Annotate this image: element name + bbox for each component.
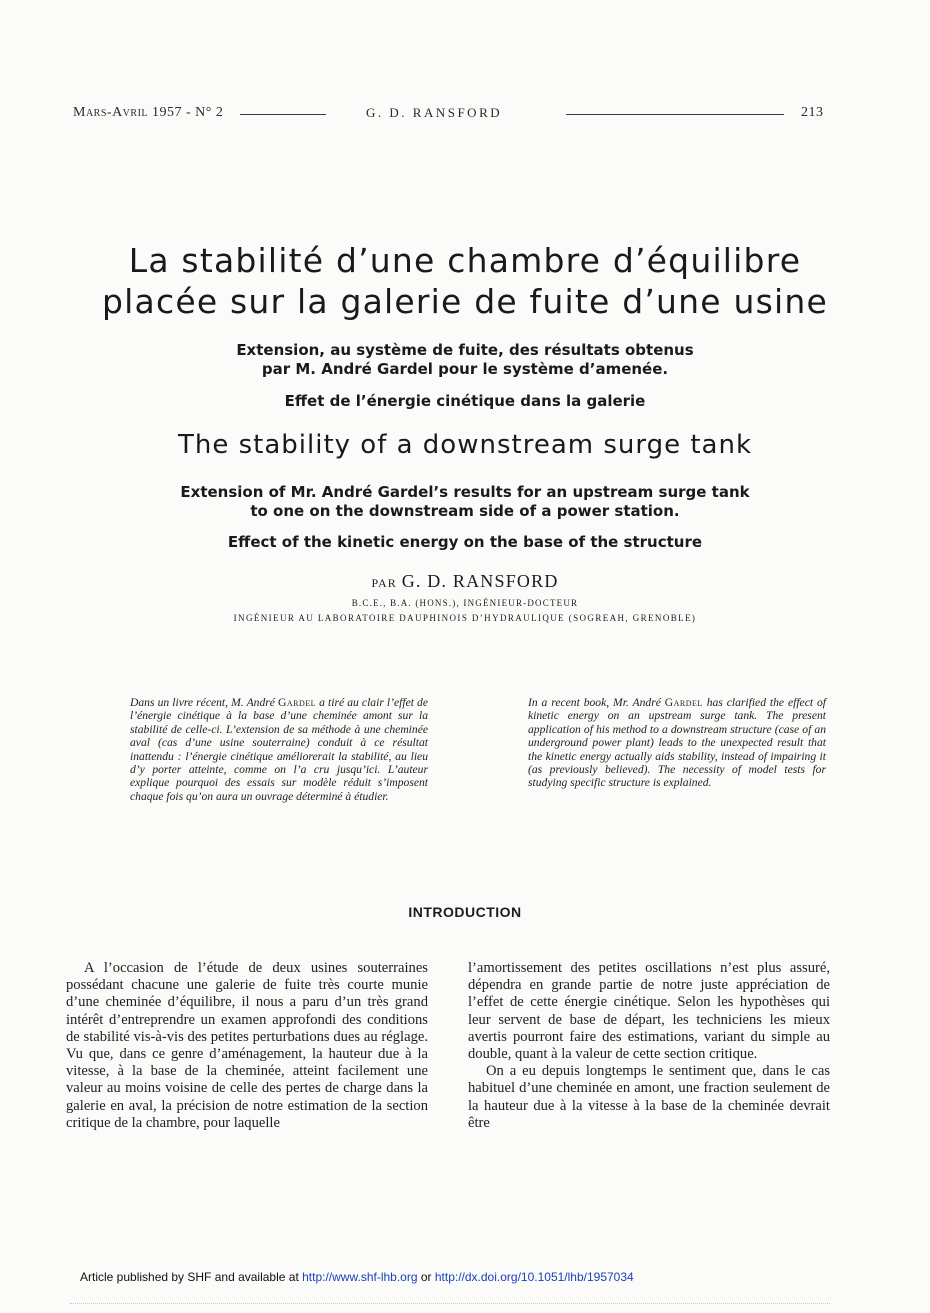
issue-label: Mars-Avril 1957 - N° 2 — [73, 105, 224, 120]
abstract-french-author-name: Gardel — [278, 696, 317, 709]
footer-text: Article published by SHF and available at — [80, 1270, 303, 1284]
doi-link[interactable]: http://dx.doi.org/10.1051/lhb/1957034 — [434, 1270, 634, 1284]
abstract-french-text-end: a tiré au clair l’effet de l’énergie cinétique à la base d’une cheminée amont sur la stabilité de celle-ci. L’extension de sa méthode à une cheminée aval (cas d’une usine souterraine) conduit à ce résultat inattendu : l’énergie cinétique améliorerait la stabilité, au lieu d’y porter atteinte, comme on l’a cru jusqu’ici. L’auteur explique pourquoi des essais sur modèle réduit s’imposent chaque fois qu’on aura un ouvrage déterminé à étudier. — [130, 696, 428, 803]
french-subtitle-line-1: Extension, au système de fuite, des résultats obtenus — [236, 341, 694, 359]
publication-footer — [80, 1270, 634, 1284]
paragraph: On a eu depuis longtemps le sentiment que, dans le cas habituel d’une cheminée en amont, une fraction seulement de la hauteur due à la vitesse à la base de la cheminée devrait être — [468, 1063, 830, 1131]
french-title — [40, 240, 890, 322]
abstract-french — [130, 696, 428, 803]
french-subtitle-line-2: par M. André Gardel pour le système d’amenée. — [261, 360, 669, 378]
abstract-french-text-start: Dans un livre récent, M. André — [130, 696, 279, 709]
introduction-heading: INTRODUCTION — [408, 904, 522, 920]
byline-author-name: G. D. RANSFORD — [401, 571, 559, 591]
english-title: The stability of a downstream surge tank — [177, 430, 753, 460]
english-subtitle-line-2: to one on the downstream side of a power station. — [250, 502, 680, 520]
english-subtitle-line-1: Extension of Mr. André Gardel’s results for an upstream surge tank — [180, 483, 750, 501]
running-author: G. D. RANSFORD — [366, 105, 503, 120]
page-number: 213 — [801, 105, 824, 120]
shf-link[interactable]: http://www.shf-lhb.org — [302, 1270, 418, 1284]
paragraph: l’amortissement des petites oscillations n’est plus assuré, dépendra en grande partie de notre juste appréciation de l’effet de cette énergie cinétique. Selon les hypothèses qui leur servent de base de départ, les techniciens les mieux avertis pourront faire des estimations, variant du simple au double, quant à la valeur de cette section critique. — [468, 960, 830, 1063]
footer-or: or — [417, 1270, 435, 1284]
header-rule-left — [240, 114, 326, 115]
abstract-english — [528, 696, 826, 790]
byline-par: PAR — [371, 576, 397, 590]
byline — [40, 571, 890, 592]
body-column-right — [468, 960, 830, 1132]
french-subtitle-line-3: Effet de l’énergie cinétique dans la galerie — [284, 392, 646, 410]
paragraph: A l’occasion de l’étude de deux usines souterraines possédant chacune une galerie de fuite très courte munie d’une cheminée d’équilibre, il nous a paru d’un très grand intérêt d’entreprendre un examen approfondi des conditions de stabilité vis-à-vis des petites perturbations dues au réglage. Vu que, dans ce genre d’aménagement, la hauteur due à la vitesse, à la base de la cheminée, atteint facilement une valeur au moins voisine de celle des pertes de charge dans la galerie en aval, la précision de notre estimation de la section critique de la chambre, pour laquelle — [66, 960, 428, 1131]
abstract-english-text-end: has clarified the effect of kinetic energy on an upstream surge tank. The present application of his method to a downstream structure (case of an underground power plant) leads to the unexpected result that the kinetic energy actually aids stability, instead of impairing it (as previously believed). The necessity of model tests for studying specific structure is explained. — [528, 696, 826, 790]
author-degrees: B.C.E., B.A. (HONS.), INGÉNIEUR-DOCTEUR — [351, 598, 579, 608]
french-subtitle — [80, 341, 850, 379]
scan-dotted-edge — [70, 1303, 830, 1304]
abstract-english-text-start: In a recent book, Mr. André — [528, 696, 665, 709]
english-subtitle-line-3: Effect of the kinetic energy on the base of the structure — [227, 533, 703, 551]
body-column-left — [66, 960, 428, 1132]
author-affiliation: INGÉNIEUR AU LABORATOIRE DAUPHINOIS D’HYDRAULIQUE (SOGREAH, GRENOBLE) — [233, 613, 697, 623]
abstract-english-author-name: Gardel — [664, 696, 703, 709]
english-subtitle — [80, 483, 850, 521]
header-rule-right — [566, 114, 784, 115]
french-title-line-1: La stabilité d’une chambre d’équilibre — [128, 241, 802, 280]
french-title-line-2: placée sur la galerie de fuite d’une usine — [102, 282, 828, 321]
